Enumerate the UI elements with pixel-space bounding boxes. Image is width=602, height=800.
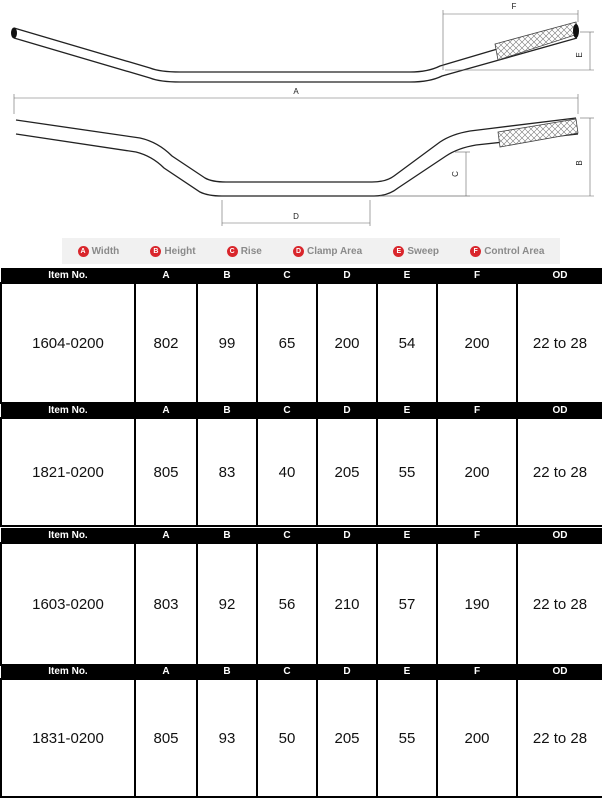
cell-c: 50 [257,679,317,797]
legend-badge: C [227,246,238,257]
cell-f: 200 [437,283,517,403]
header-d: D [317,268,377,283]
cell-f: 190 [437,543,517,665]
header-f: F [437,268,517,283]
cell-c: 65 [257,283,317,403]
spec-table-4 [0,664,602,798]
cell-od: 22 to 28 [517,283,602,403]
cell-b: 93 [197,679,257,797]
cell-c: 40 [257,418,317,526]
header-od: OD [517,528,602,543]
legend-badge: D [293,246,304,257]
cell-item-no: 1603-0200 [1,543,135,665]
legend-label: Clamp Area [306,245,363,257]
header-d: D [317,403,377,418]
cell-item-no: 1604-0200 [1,283,135,403]
cell-d: 210 [317,543,377,665]
legend-item-height [150,246,195,257]
cell-f: 200 [437,418,517,526]
header-c: C [257,403,317,418]
legend-item-control-area [470,246,544,257]
cell-b: 92 [197,543,257,665]
legend-badge: B [150,246,161,257]
cell-d: 200 [317,283,377,403]
top-view-bar [11,10,594,82]
legend-label: Sweep [407,245,440,257]
dim-label-e: E [575,52,584,58]
cell-e: 55 [377,418,437,526]
legend-item-rise [227,246,262,257]
cell-od: 22 to 28 [517,679,602,797]
table-header-row [1,268,602,283]
header-c: C [257,528,317,543]
cell-b: 99 [197,283,257,403]
header-e: E [377,403,437,418]
cell-od: 22 to 28 [517,543,602,665]
cell-d: 205 [317,679,377,797]
legend-badge: A [78,246,89,257]
header-d: D [317,528,377,543]
header-item-no: Item No. [1,403,135,418]
cell-a: 805 [135,679,197,797]
header-f: F [437,664,517,679]
header-b: B [197,268,257,283]
cell-f: 200 [437,679,517,797]
dim-label-a: A [293,87,299,96]
header-od: OD [517,268,602,283]
dimension-legend [62,238,560,264]
header-od: OD [517,403,602,418]
cell-a: 805 [135,418,197,526]
table-header-row [1,403,602,418]
cell-od: 22 to 28 [517,418,602,526]
legend-label: Control Area [484,245,545,257]
header-a: A [135,268,197,283]
front-view-bar [16,118,594,226]
header-item-no: Item No. [1,528,135,543]
legend-item-clamp-area [293,246,362,257]
header-item-no: Item No. [1,268,135,283]
legend-item-sweep [393,246,439,257]
header-f: F [437,528,517,543]
dim-label-b: B [575,160,584,166]
header-a: A [135,403,197,418]
legend-item-width [78,246,120,257]
table-row [1,543,602,665]
handlebar-diagram [0,0,602,232]
dim-label-c: C [451,171,460,177]
table-header-row [1,528,602,543]
header-e: E [377,268,437,283]
legend-badge: F [470,246,481,257]
legend-label: Width [91,245,120,257]
cell-d: 205 [317,418,377,526]
dim-label-f: F [511,2,517,11]
cell-item-no: 1821-0200 [1,418,135,526]
header-e: E [377,528,437,543]
header-c: C [257,664,317,679]
header-od: OD [517,664,602,679]
table-header-row [1,664,602,679]
cell-item-no: 1831-0200 [1,679,135,797]
spec-table-2 [0,403,602,527]
cell-b: 83 [197,418,257,526]
legend-badge: E [393,246,404,257]
legend-label: Rise [240,245,262,257]
cell-c: 56 [257,543,317,665]
header-f: F [437,403,517,418]
header-item-no: Item No. [1,664,135,679]
top-right-bar-end [573,24,579,38]
spec-table-1 [0,268,602,404]
header-e: E [377,664,437,679]
header-a: A [135,664,197,679]
cell-e: 57 [377,543,437,665]
dim-width-line [14,94,578,114]
top-left-bar-end [11,28,17,39]
legend-label: Height [164,245,196,257]
table-row [1,418,602,526]
table-row [1,679,602,797]
spec-table-3 [0,528,602,666]
cell-e: 55 [377,679,437,797]
header-d: D [317,664,377,679]
header-b: B [197,403,257,418]
dim-label-d: D [293,212,299,221]
header-c: C [257,268,317,283]
header-b: B [197,664,257,679]
cell-a: 802 [135,283,197,403]
header-a: A [135,528,197,543]
header-b: B [197,528,257,543]
cell-e: 54 [377,283,437,403]
cell-a: 803 [135,543,197,665]
table-row [1,283,602,403]
